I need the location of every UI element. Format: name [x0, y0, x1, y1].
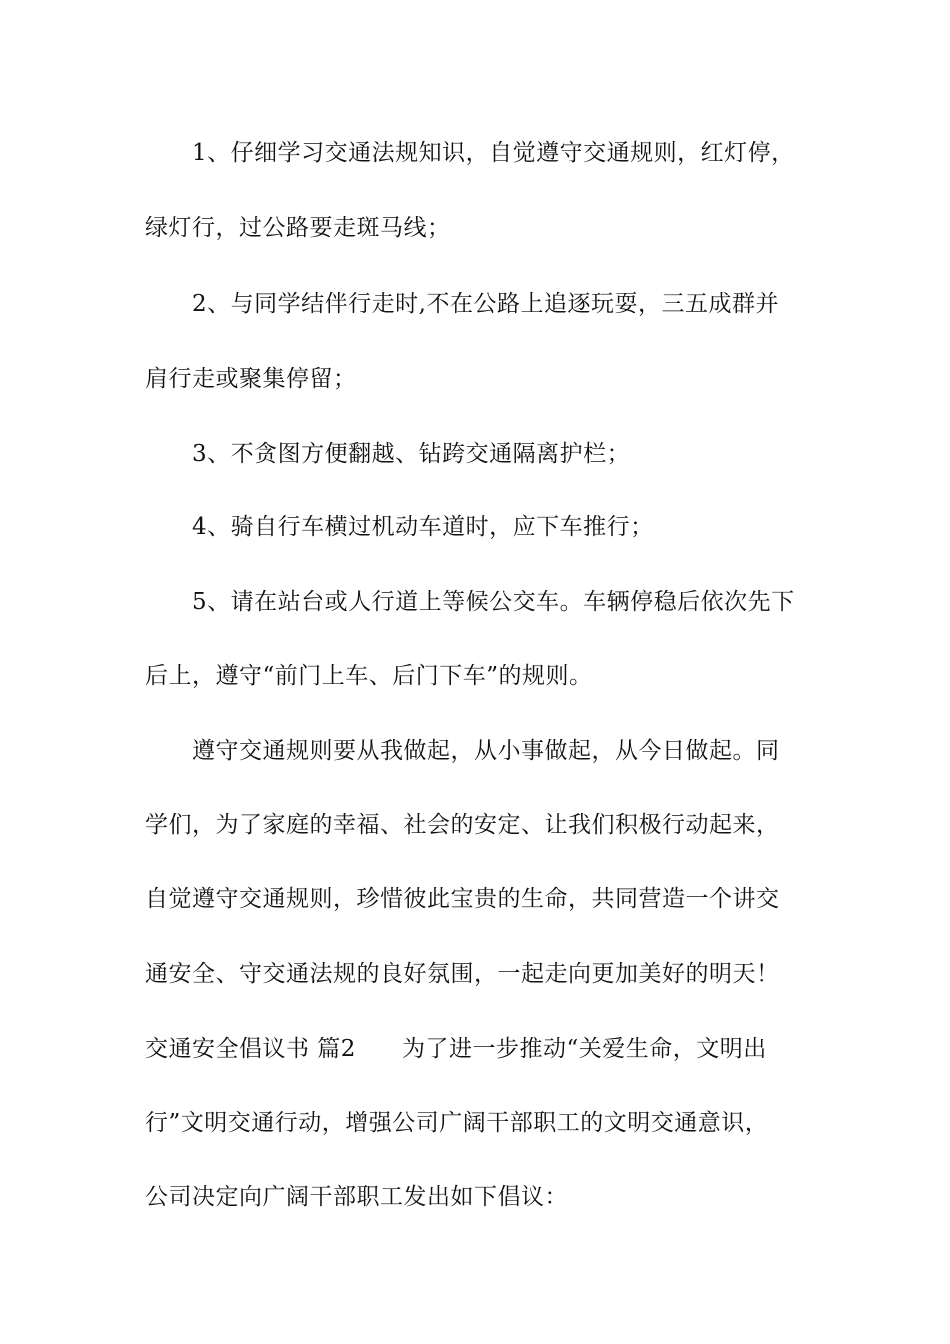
section-paragraph-line-3: 公司决定向广阔干部职工发出如下倡议：: [145, 1184, 568, 1210]
item-3-line: 3、不贪图方便翻越、钻跨交通隔离护栏；: [192, 441, 631, 467]
item-4-line: 4、骑自行车横过机动车道时，应下车推行；: [192, 514, 654, 540]
closing-paragraph-line-2: 学们，为了家庭的幸福、社会的安定、让我们积极行动起来，: [145, 812, 780, 838]
section-heading: 交通安全倡议书 篇2: [145, 1036, 356, 1062]
item-2-line-2: 肩行走或聚集停留；: [145, 366, 357, 392]
closing-paragraph-line-4: 通安全、守交通法规的良好氛围，一起走向更加美好的明天！: [145, 961, 780, 987]
section-heading-line: [145, 1034, 815, 1064]
item-5-line-1: 5、请在站台或人行道上等候公交车。车辆停稳后依次先下: [192, 589, 795, 615]
section-paragraph-line-2: 行”文明交通行动，增强公司广阔干部职工的文明交通意识，: [145, 1110, 769, 1136]
item-1-line-2: 绿灯行，过公路要走斑马线；: [145, 215, 451, 241]
item-5-line-2: 后上，遵守“前门上车、后门下车”的规则。: [145, 663, 593, 689]
closing-paragraph-line-1: 遵守交通规则要从我做起，从小事做起，从今日做起。同: [192, 738, 780, 764]
item-1-line-1: 1、仔细学习交通法规知识，自觉遵守交通规则，红灯停，: [192, 140, 795, 166]
closing-paragraph-line-3: 自觉遵守交通规则，珍惜彼此宝贵的生命，共同营造一个讲交: [145, 886, 780, 912]
section-paragraph-start: 为了进一步推动“关爱生命，文明出: [401, 1036, 767, 1062]
item-2-line-1: 2、与同学结伴行走时,不在公路上追逐玩耍，三五成群并: [192, 291, 779, 317]
